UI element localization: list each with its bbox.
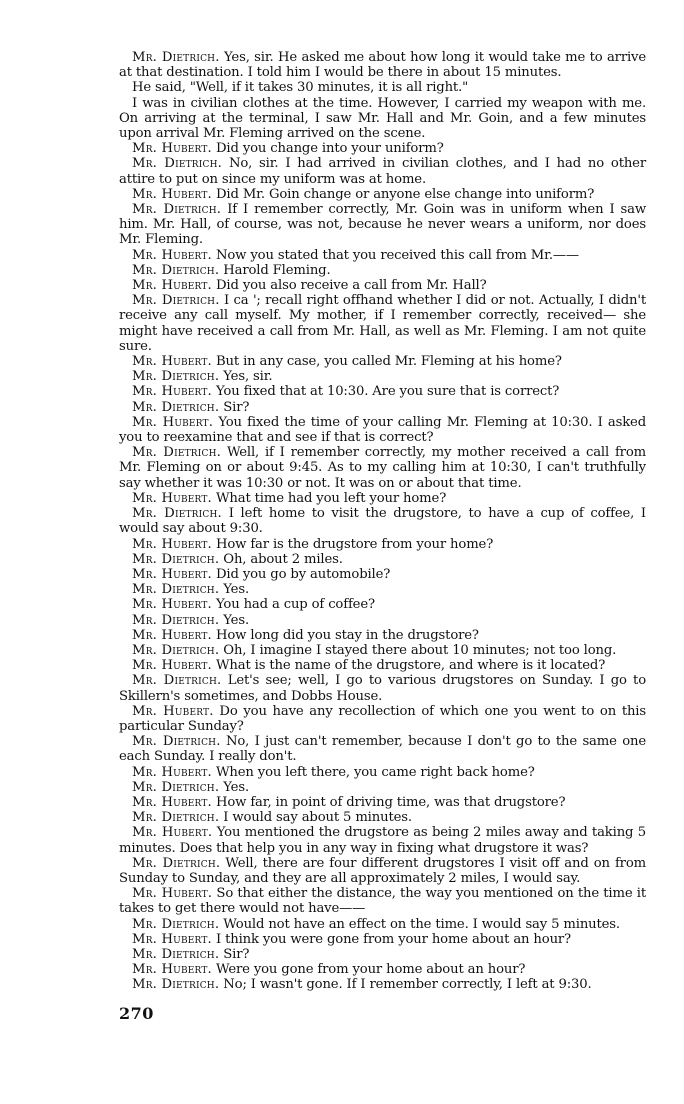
- statement-text: No, sir. I had arrived in civilian clothes, and I had no other attire to put on since my uniform was at home.: [119, 156, 646, 187]
- statement-text: Would not have an effect on the time. I would say 5 minutes.: [219, 916, 620, 932]
- transcript-paragraph: [119, 187, 646, 202]
- transcript-paragraph: [119, 400, 646, 415]
- testimony-transcript: [119, 50, 646, 993]
- statement-text: Yes, sir. He asked me about how long it would take me to arrive at that destination. I told him I would be there in about 15 minutes.: [119, 50, 646, 81]
- statement-text: But in any case, you called Mr. Fleming at his home?: [211, 354, 562, 370]
- speaker-name: Mr. Dietrich.: [132, 642, 220, 658]
- transcript-paragraph: [119, 415, 646, 445]
- speaker-name: Mr. Hubert.: [132, 658, 212, 674]
- speaker-name: Mr. Dietrich.: [132, 202, 222, 218]
- statement-text: You fixed that at 10:30. Are you sure that is correct?: [211, 384, 560, 400]
- statement-text: Yes.: [219, 779, 249, 795]
- statement-text: Oh, about 2 miles.: [219, 551, 343, 567]
- statement-text: I ca '; recall right offhand whether I did or not. Actually, I didn't receive any call myself. My mother, if I remember correctly, received— she might have received a call from Mr. Hall, as well as Mr. Fleming. I am not quite sure.: [119, 293, 646, 354]
- transcript-paragraph: [119, 810, 646, 825]
- speaker-name: Mr. Dietrich.: [132, 582, 220, 598]
- transcript-paragraph: [119, 506, 646, 536]
- statement-text: Did you change into your uniform?: [211, 141, 444, 157]
- speaker-name: Mr. Dietrich.: [132, 916, 220, 932]
- statement-text: Now you stated that you received this call from Mr.——: [211, 247, 579, 263]
- speaker-name: Mr. Hubert.: [132, 825, 213, 841]
- statement-text: When you left there, you came right back home?: [211, 764, 535, 780]
- speaker-name: Mr. Hubert.: [132, 384, 212, 400]
- transcript-paragraph: [119, 932, 646, 947]
- speaker-name: Mr. Hubert.: [132, 703, 214, 719]
- speaker-name: Mr. Hubert.: [132, 931, 212, 947]
- speaker-name: Mr. Dietrich.: [132, 855, 221, 871]
- speaker-name: Mr. Dietrich.: [132, 293, 220, 309]
- transcript-paragraph: [119, 248, 646, 263]
- speaker-name: Mr. Dietrich.: [132, 156, 223, 172]
- statement-text: He said, "Well, if it takes 30 minutes, it is all right.": [132, 80, 469, 96]
- speaker-name: Mr. Hubert.: [132, 566, 212, 582]
- statement-text: What time had you left your home?: [211, 490, 447, 506]
- statement-text: Did you also receive a call from Mr. Hall?: [211, 278, 487, 294]
- statement-text: I would say about 5 minutes.: [219, 810, 412, 826]
- transcript-paragraph: [119, 552, 646, 567]
- speaker-name: Mr. Dietrich.: [132, 977, 220, 993]
- statement-text: Yes.: [219, 612, 249, 628]
- speaker-name: Mr. Hubert.: [132, 536, 212, 552]
- transcript-page: [119, 50, 646, 993]
- transcript-paragraph: [119, 704, 646, 734]
- statement-text: How far is the drugstore from your home?: [211, 536, 494, 552]
- statement-text: Harold Fleming.: [219, 262, 331, 278]
- statement-text: You mentioned the drugstore as being 2 miles away and taking 5 minutes. Does that help you in any way in fixing what drugstore it was?: [119, 825, 646, 856]
- speaker-name: Mr. Hubert.: [132, 354, 212, 370]
- statement-text: I think you were gone from your home about an hour?: [211, 931, 571, 947]
- page-number: 270: [119, 1004, 154, 1023]
- speaker-name: Mr. Hubert.: [132, 141, 212, 157]
- statement-text: Sir?: [219, 946, 250, 962]
- transcript-paragraph: [119, 278, 646, 293]
- transcript-paragraph: [119, 780, 646, 795]
- statement-text: I was in civilian clothes at the time. However, I carried my weapon with me. On arriving at the terminal, I saw Mr. Hall and Mr. Goin, and a few minutes upon arrival Mr. Fleming arrived on the scene.: [119, 95, 646, 142]
- speaker-name: Mr. Hubert.: [132, 278, 212, 294]
- transcript-paragraph: [119, 80, 646, 95]
- transcript-paragraph: [119, 917, 646, 932]
- statement-text: Oh, I imagine I stayed there about 10 minutes; not too long.: [219, 642, 617, 658]
- speaker-name: Mr. Dietrich.: [132, 779, 220, 795]
- speaker-name: Mr. Hubert.: [132, 414, 214, 430]
- transcript-paragraph: [119, 445, 646, 491]
- speaker-name: Mr. Dietrich.: [132, 551, 220, 567]
- speaker-name: Mr. Hubert.: [132, 886, 213, 902]
- transcript-paragraph: [119, 354, 646, 369]
- transcript-paragraph: [119, 825, 646, 855]
- statement-text: Sir?: [219, 399, 250, 415]
- transcript-paragraph: [119, 597, 646, 612]
- speaker-name: Mr. Hubert.: [132, 247, 212, 263]
- speaker-name: Mr. Hubert.: [132, 597, 212, 613]
- transcript-paragraph: [119, 613, 646, 628]
- speaker-name: Mr. Dietrich.: [132, 369, 220, 385]
- speaker-name: Mr. Dietrich.: [132, 399, 220, 415]
- statement-text: Did Mr. Goin change or anyone else change into uniform?: [211, 186, 595, 202]
- statement-text: You had a cup of coffee?: [211, 597, 375, 613]
- speaker-name: Mr. Dietrich.: [132, 612, 220, 628]
- transcript-paragraph: [119, 50, 646, 80]
- statement-text: No, I just can't remember, because I don't go to the same one each Sunday. I really don't.: [119, 734, 646, 765]
- speaker-name: Mr. Dietrich.: [132, 673, 222, 689]
- statement-text: How far, in point of driving time, was that drugstore?: [211, 794, 566, 810]
- speaker-name: Mr. Dietrich.: [132, 50, 220, 65]
- statement-text: Well, if I remember correctly, my mother received a call from Mr. Fleming on or about 9:45. As to my calling him at 10:30, I can't truthfully say whether it was 10:30 or not. It was on or about that time.: [119, 445, 646, 491]
- speaker-name: Mr. Hubert.: [132, 627, 212, 643]
- transcript-paragraph: [119, 384, 646, 399]
- speaker-name: Mr. Hubert.: [132, 490, 212, 506]
- statement-text: You fixed the time of your calling Mr. Fleming at 10:30. I asked you to reexamine that and see if that is correct?: [119, 414, 646, 446]
- statement-text: No; I wasn't gone. If I remember correctly, I left at 9:30.: [219, 977, 592, 993]
- speaker-name: Mr. Dietrich.: [132, 262, 220, 278]
- transcript-paragraph: [119, 491, 646, 506]
- statement-text: Well, there are four different drugstores I visit off and on from Sunday to Sunday, and they are all approximately 2 miles, I would say.: [119, 855, 646, 886]
- statement-text: What is the name of the drugstore, and where is it located?: [211, 658, 606, 674]
- statement-text: Let's see; well, I go to various drugstores on Sunday. I go to Skillern's sometimes, and Dobbs House.: [119, 673, 646, 704]
- speaker-name: Mr. Hubert.: [132, 794, 212, 810]
- transcript-paragraph: [119, 537, 646, 552]
- transcript-paragraph: [119, 734, 646, 764]
- statement-text: So that either the distance, the way you mentioned on the time it takes to get there would not have——: [119, 886, 646, 917]
- statement-text: I left home to visit the drugstore, to have a cup of coffee, I would say about 9:30.: [119, 506, 646, 537]
- speaker-name: Mr. Dietrich.: [132, 445, 222, 461]
- transcript-paragraph: [119, 141, 646, 156]
- statement-text: Do you have any recollection of which one you went to on this particular Sunday?: [119, 703, 646, 734]
- transcript-paragraph: [119, 795, 646, 810]
- transcript-paragraph: [119, 582, 646, 597]
- transcript-paragraph: [119, 765, 646, 780]
- speaker-name: Mr. Hubert.: [132, 764, 212, 780]
- transcript-paragraph: [119, 156, 646, 186]
- transcript-paragraph: [119, 369, 646, 384]
- transcript-paragraph: [119, 293, 646, 354]
- transcript-paragraph: [119, 567, 646, 582]
- speaker-name: Mr. Hubert.: [132, 962, 212, 978]
- transcript-paragraph: [119, 202, 646, 248]
- transcript-paragraph: [119, 886, 646, 916]
- transcript-paragraph: [119, 96, 646, 142]
- statement-text: If I remember correctly, Mr. Goin was in uniform when I saw him. Mr. Hall, of course, was not, because he never wears a uniform, nor does Mr. Fleming.: [119, 202, 646, 248]
- statement-text: Did you go by automobile?: [211, 566, 391, 582]
- transcript-paragraph: [119, 658, 646, 673]
- speaker-name: Mr. Dietrich.: [132, 734, 221, 750]
- transcript-paragraph: [119, 263, 646, 278]
- transcript-paragraph: [119, 947, 646, 962]
- transcript-paragraph: [119, 643, 646, 658]
- speaker-name: Mr. Hubert.: [132, 186, 212, 202]
- transcript-paragraph: [119, 628, 646, 643]
- transcript-paragraph: [119, 673, 646, 703]
- transcript-paragraph: [119, 977, 646, 992]
- speaker-name: Mr. Dietrich.: [132, 810, 220, 826]
- statement-text: How long did you stay in the drugstore?: [211, 627, 479, 643]
- transcript-paragraph: [119, 856, 646, 886]
- statement-text: Were you gone from your home about an hour?: [211, 962, 526, 978]
- statement-text: Yes.: [219, 582, 249, 598]
- statement-text: Yes, sir.: [219, 369, 273, 385]
- speaker-name: Mr. Dietrich.: [132, 506, 222, 522]
- speaker-name: Mr. Dietrich.: [132, 946, 220, 962]
- transcript-paragraph: [119, 962, 646, 977]
